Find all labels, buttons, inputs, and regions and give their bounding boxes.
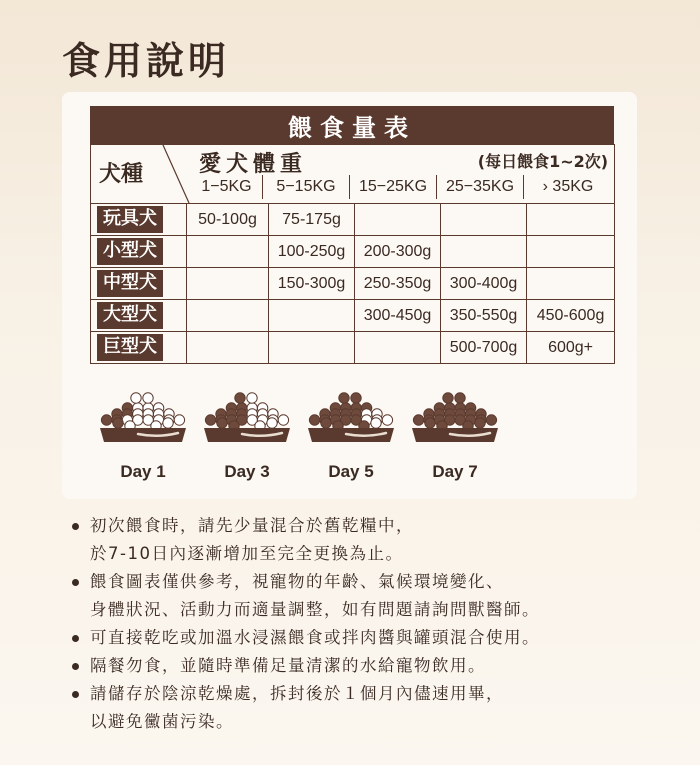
weight-header: 愛犬體重 — [199, 152, 308, 177]
new-kibble — [339, 393, 349, 403]
table-row — [91, 268, 615, 300]
weight-ranges — [191, 175, 612, 199]
new-kibble — [217, 418, 227, 428]
old-kibble — [131, 393, 141, 403]
amount-cell — [269, 332, 355, 364]
page-title: 食用說明 — [62, 39, 231, 83]
new-kibble — [425, 418, 435, 428]
amount-cell: 600g+ — [527, 332, 615, 364]
new-kibble — [101, 415, 111, 425]
old-kibble — [247, 393, 257, 403]
amount-cell — [355, 332, 441, 364]
old-kibble — [143, 393, 153, 403]
table-banner: 餵食量表 — [90, 106, 614, 144]
note-item — [72, 624, 632, 652]
note-line: 以避免黴菌污染。 — [90, 712, 234, 731]
new-kibble — [443, 393, 453, 403]
amount-cell: 150-300g — [269, 268, 355, 300]
note-item — [72, 568, 632, 624]
bullet-icon — [72, 579, 79, 586]
day-label: Day 1 — [120, 462, 166, 481]
new-kibble — [321, 418, 331, 428]
food-bowl-icon — [408, 392, 502, 444]
transition-bowls — [90, 392, 610, 492]
usage-notes — [72, 512, 632, 736]
note-line: 隔餐勿食，並隨時準備足量清潔的水給寵物飲用。 — [90, 656, 486, 675]
weight-range: › 35KG — [523, 175, 612, 199]
note-line: 請儲存於陰涼乾燥處，拆封後於１個月內儘速用畢， — [90, 684, 504, 703]
weight-range: 1−5KG — [201, 178, 252, 195]
old-kibble — [371, 418, 381, 428]
breed-label: 玩具犬 — [97, 206, 163, 233]
new-kibble — [475, 418, 485, 428]
bowl-day-1 — [88, 392, 198, 482]
old-kibble — [278, 415, 288, 425]
new-kibble — [351, 393, 361, 403]
amount-cell — [527, 268, 615, 300]
note-item — [72, 512, 632, 568]
frequency-note: (每日餵食1~2次) — [477, 152, 609, 171]
bullet-icon — [72, 691, 79, 698]
table-row — [91, 204, 615, 236]
old-kibble — [267, 418, 277, 428]
note-item — [72, 680, 632, 736]
amount-cell — [187, 300, 269, 332]
note-line: 可直接乾吃或加溫水浸濕餵食或拌肉醬與罐頭混合使用。 — [90, 628, 540, 647]
amount-cell — [527, 236, 615, 268]
day-label: Day 5 — [328, 462, 374, 481]
food-bowl-icon — [96, 392, 190, 444]
note-line: 初次餵食時，請先少量混合於舊乾糧中， — [90, 516, 414, 535]
new-kibble — [113, 418, 123, 428]
amount-cell — [441, 236, 527, 268]
food-bowl-icon — [304, 392, 398, 444]
amount-cell — [441, 204, 527, 236]
bowl-day-5 — [296, 392, 406, 482]
amount-cell: 500-700g — [441, 332, 527, 364]
new-kibble — [235, 393, 245, 403]
amount-cell — [187, 236, 269, 268]
bullet-icon — [72, 663, 79, 670]
breed-label: 小型犬 — [97, 238, 163, 265]
breed-label: 巨型犬 — [97, 334, 163, 361]
bowl-day-3 — [192, 392, 302, 482]
note-line: 於7-10日內逐漸增加至完全更換為止。 — [90, 544, 404, 563]
amount-cell: 250-350g — [355, 268, 441, 300]
breed-label: 大型犬 — [97, 302, 163, 329]
table-header — [91, 145, 615, 204]
bullet-icon — [72, 635, 79, 642]
table-row — [91, 300, 615, 332]
feeding-grid — [90, 144, 615, 364]
day-label: Day 3 — [224, 462, 270, 481]
feeding-panel — [62, 92, 637, 499]
new-kibble — [486, 415, 496, 425]
day-label: Day 7 — [432, 462, 478, 481]
amount-cell: 300-450g — [355, 300, 441, 332]
amount-cell — [355, 204, 441, 236]
table-row — [91, 332, 615, 364]
amount-cell: 100-250g — [269, 236, 355, 268]
old-kibble — [174, 415, 184, 425]
food-bowl-icon — [200, 392, 294, 444]
amount-cell: 200-300g — [355, 236, 441, 268]
new-kibble — [413, 415, 423, 425]
amount-cell: 50-100g — [187, 204, 269, 236]
amount-cell — [187, 268, 269, 300]
amount-cell: 75-175g — [269, 204, 355, 236]
new-kibble — [309, 415, 319, 425]
amount-cell — [527, 204, 615, 236]
old-kibble — [163, 418, 173, 428]
old-kibble — [382, 415, 392, 425]
bowl-day-7 — [400, 392, 510, 482]
breed-label: 中型犬 — [97, 270, 163, 297]
amount-cell — [187, 332, 269, 364]
amount-cell: 450-600g — [527, 300, 615, 332]
amount-cell: 350-550g — [441, 300, 527, 332]
note-line: 身體狀況、活動力而適量調整，如有問題請詢問獸醫師。 — [90, 600, 540, 619]
amount-cell: 300-400g — [441, 268, 527, 300]
note-item — [72, 652, 632, 680]
breed-header: 犬種 — [99, 162, 144, 187]
weight-range: 5−15KG — [262, 175, 349, 199]
feeding-table — [90, 106, 614, 364]
new-kibble — [455, 393, 465, 403]
note-line: 餵食圖表僅供參考，視寵物的年齡、氣候環境變化、 — [90, 572, 504, 591]
weight-range: 15−25KG — [349, 175, 436, 199]
bullet-icon — [72, 523, 79, 530]
new-kibble — [205, 415, 215, 425]
table-row — [91, 236, 615, 268]
amount-cell — [269, 300, 355, 332]
weight-range: 25−35KG — [436, 175, 523, 199]
